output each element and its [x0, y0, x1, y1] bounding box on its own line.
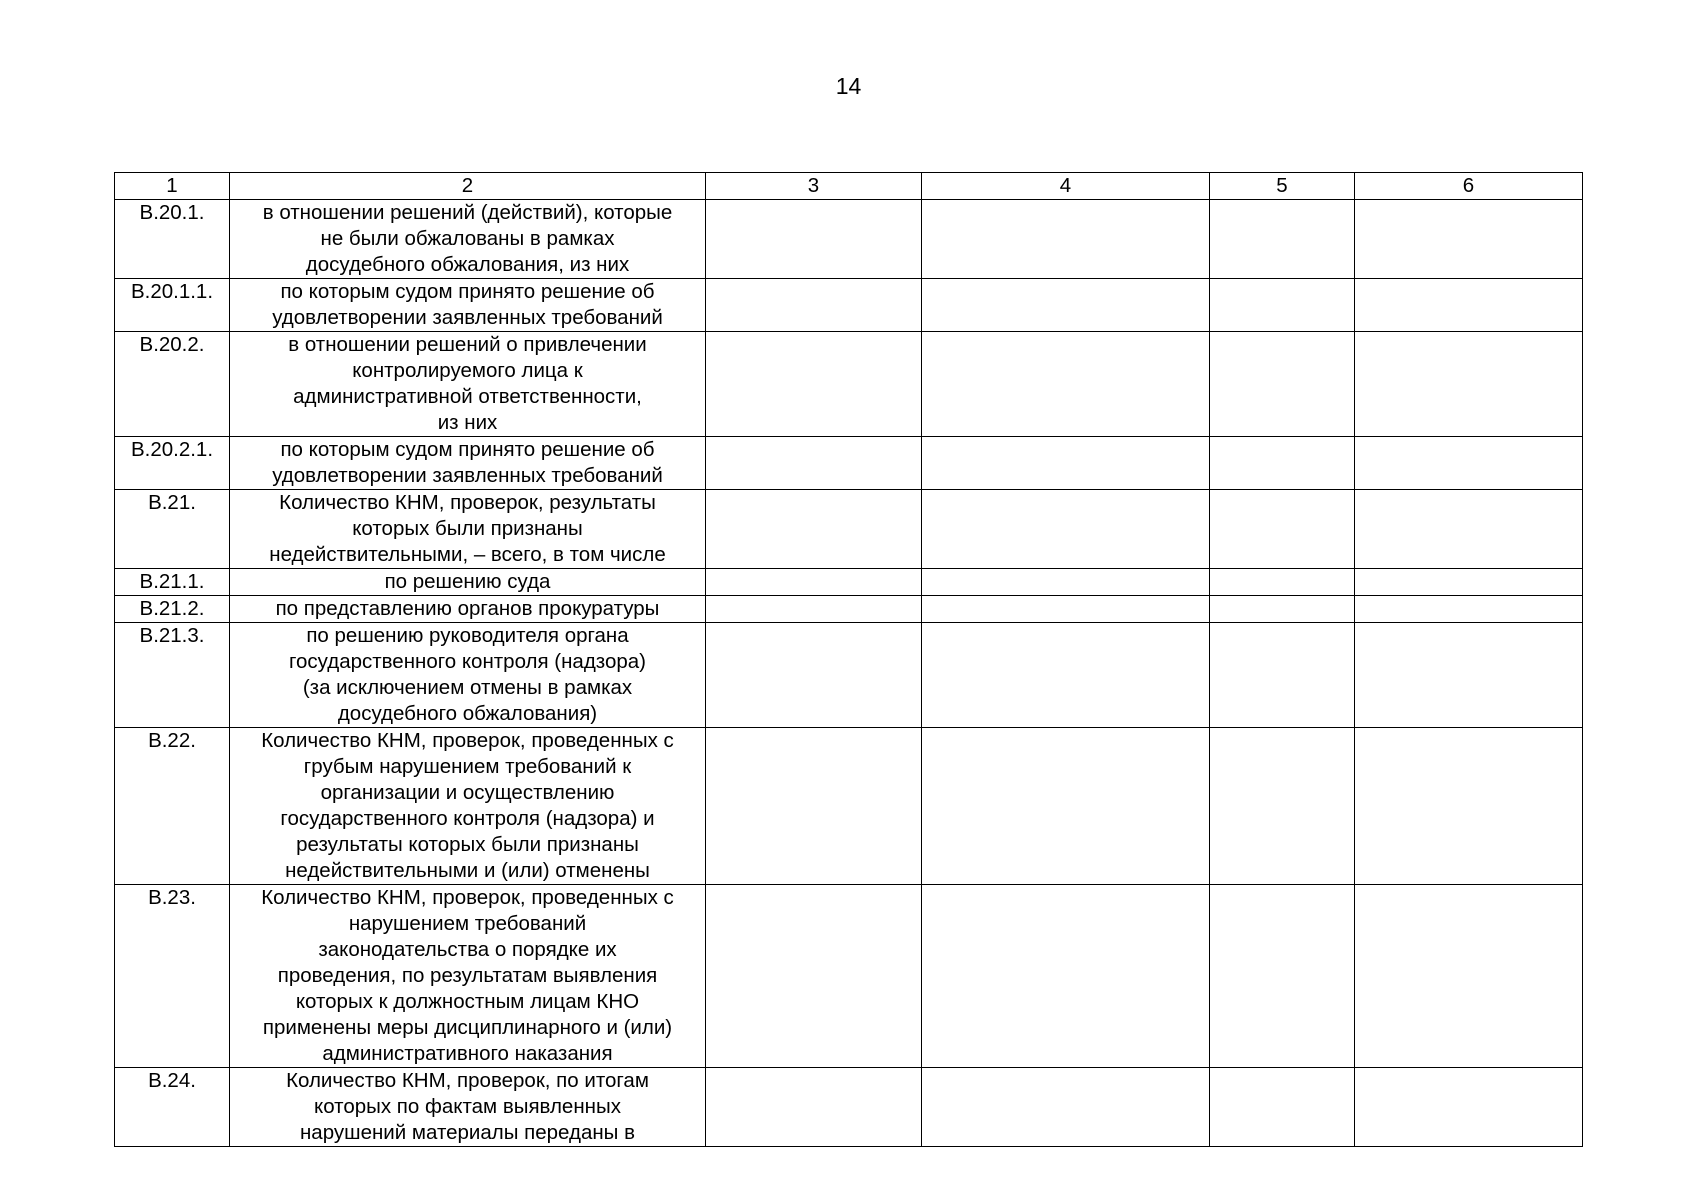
table-row — [115, 279, 1583, 332]
column-number-3: 3 — [706, 173, 922, 200]
value-cell-col-4 — [922, 596, 1210, 623]
value-cell-col-3 — [706, 200, 922, 279]
table-row — [115, 490, 1583, 569]
row-description: Количество КНМ, проверок, проведенных с нарушением требований законодательства о порядке их проведения, по результатам выявления которых к должностным лицам КНО применены меры дисциплинарного и (или) административного наказания — [230, 885, 706, 1068]
value-cell-col-3 — [706, 279, 922, 332]
row-code: В.24. — [115, 1068, 230, 1147]
value-cell-col-5 — [1210, 437, 1355, 490]
value-cell-col-3 — [706, 332, 922, 437]
value-cell-col-6 — [1355, 437, 1583, 490]
row-description: по решению руководителя органа государственного контроля (надзора) (за исключением отмены в рамках досудебного обжалования) — [230, 623, 706, 728]
column-number-2: 2 — [230, 173, 706, 200]
row-description: по которым судом принято решение об удовлетворении заявленных требований — [230, 437, 706, 490]
table-row — [115, 596, 1583, 623]
value-cell-col-6 — [1355, 332, 1583, 437]
row-code: В.21.3. — [115, 623, 230, 728]
column-number-6: 6 — [1355, 173, 1583, 200]
value-cell-col-4 — [922, 569, 1210, 596]
value-cell-col-6 — [1355, 623, 1583, 728]
value-cell-col-5 — [1210, 279, 1355, 332]
value-cell-col-4 — [922, 490, 1210, 569]
value-cell-col-6 — [1355, 1068, 1583, 1147]
value-cell-col-4 — [922, 332, 1210, 437]
column-number-1: 1 — [115, 173, 230, 200]
value-cell-col-5 — [1210, 728, 1355, 885]
value-cell-col-3 — [706, 437, 922, 490]
row-description: Количество КНМ, проверок, проведенных с грубым нарушением требований к организации и осуществлению государственного контроля (надзора) и результаты которых были признаны недействительными и (или) отменены — [230, 728, 706, 885]
value-cell-col-4 — [922, 437, 1210, 490]
value-cell-col-4 — [922, 200, 1210, 279]
row-description: по решению суда — [230, 569, 706, 596]
table-row — [115, 1068, 1583, 1147]
table-row — [115, 200, 1583, 279]
table-row — [115, 437, 1583, 490]
row-code: В.21.1. — [115, 569, 230, 596]
value-cell-col-3 — [706, 596, 922, 623]
page-number: 14 — [835, 73, 862, 99]
value-cell-col-3 — [706, 623, 922, 728]
value-cell-col-6 — [1355, 596, 1583, 623]
value-cell-col-5 — [1210, 569, 1355, 596]
value-cell-col-4 — [922, 885, 1210, 1068]
row-code: В.20.1.1. — [115, 279, 230, 332]
value-cell-col-3 — [706, 1068, 922, 1147]
value-cell-col-3 — [706, 728, 922, 885]
row-code: В.23. — [115, 885, 230, 1068]
table-header-row — [115, 173, 1583, 200]
value-cell-col-5 — [1210, 596, 1355, 623]
row-description: Количество КНМ, проверок, по итогам которых по фактам выявленных нарушений материалы переданы в — [230, 1068, 706, 1147]
value-cell-col-4 — [922, 279, 1210, 332]
value-cell-col-6 — [1355, 885, 1583, 1068]
row-description: по представлению органов прокуратуры — [230, 596, 706, 623]
row-code: В.20.1. — [115, 200, 230, 279]
value-cell-col-4 — [922, 623, 1210, 728]
table-row — [115, 569, 1583, 596]
column-number-5: 5 — [1210, 173, 1355, 200]
row-description: в отношении решений о привлечении контролируемого лица к административной ответственности, из них — [230, 332, 706, 437]
value-cell-col-4 — [922, 728, 1210, 885]
row-code: В.21. — [115, 490, 230, 569]
value-cell-col-5 — [1210, 623, 1355, 728]
value-cell-col-6 — [1355, 569, 1583, 596]
value-cell-col-4 — [922, 1068, 1210, 1147]
value-cell-col-6 — [1355, 279, 1583, 332]
value-cell-col-3 — [706, 490, 922, 569]
value-cell-col-3 — [706, 569, 922, 596]
value-cell-col-5 — [1210, 490, 1355, 569]
row-code: В.20.2.1. — [115, 437, 230, 490]
value-cell-col-5 — [1210, 200, 1355, 279]
table-row — [115, 332, 1583, 437]
table-row — [115, 623, 1583, 728]
row-description: Количество КНМ, проверок, результаты которых были признаны недействительными, – всего, в том числе — [230, 490, 706, 569]
value-cell-col-5 — [1210, 332, 1355, 437]
value-cell-col-5 — [1210, 885, 1355, 1068]
column-number-4: 4 — [922, 173, 1210, 200]
row-code: В.20.2. — [115, 332, 230, 437]
value-cell-col-6 — [1355, 200, 1583, 279]
table-row — [115, 728, 1583, 885]
value-cell-col-6 — [1355, 728, 1583, 885]
value-cell-col-6 — [1355, 490, 1583, 569]
table-row — [115, 885, 1583, 1068]
row-description: в отношении решений (действий), которые не были обжалованы в рамках досудебного обжалования, из них — [230, 200, 706, 279]
report-table — [114, 172, 1583, 1147]
row-description: по которым судом принято решение об удовлетворении заявленных требований — [230, 279, 706, 332]
row-code: В.22. — [115, 728, 230, 885]
row-code: В.21.2. — [115, 596, 230, 623]
value-cell-col-3 — [706, 885, 922, 1068]
value-cell-col-5 — [1210, 1068, 1355, 1147]
